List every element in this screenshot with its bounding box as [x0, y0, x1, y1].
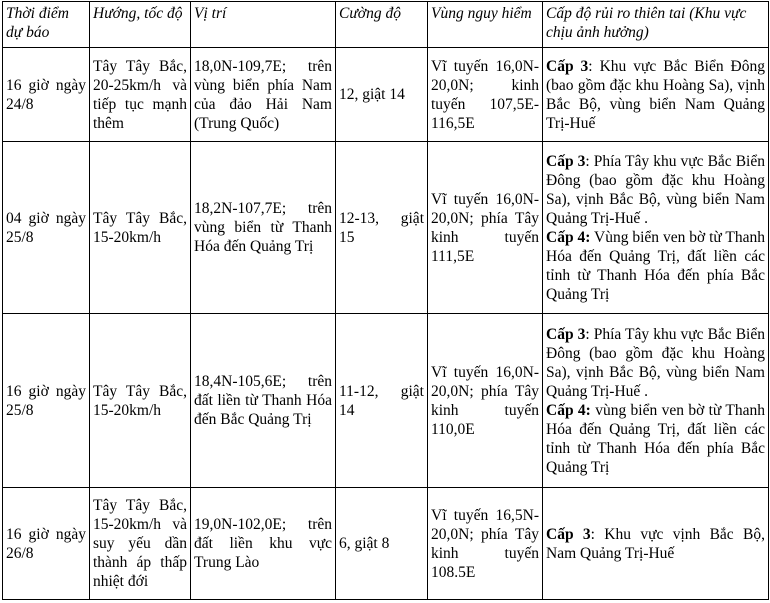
risk-text: vùng biển ven bờ từ Thanh Hóa đến Quảng Trị, đất liền các tỉnh từ Thanh Hóa đến phía Bắc Quảng Trị: [546, 401, 765, 476]
cell-danger-zone: Vĩ tuyến 16,5N-20,0N; phía Tây kinh tuyến 108.5E: [428, 488, 543, 600]
cell-time: 16 giờ ngày 26/8: [3, 488, 90, 600]
cell-time: 04 giờ ngày 25/8: [3, 142, 90, 314]
cell-position: 18,2N-107,7E; trên vùng biển từ Thanh Hóa đến Quảng Trị: [191, 142, 336, 314]
cell-direction: Tây Tây Bắc, 15-20km/h và suy yếu dần thành áp thấp nhiệt đới: [90, 488, 191, 600]
risk-text: : Khu vực Bắc Biển Đông (bao gồm đặc khu Hoàng Sa), vịnh Bắc Bộ, vùng biển Nam Quảng Trị-Huế: [546, 57, 765, 132]
cell-risk: [543, 488, 769, 600]
cell-danger-zone: Vĩ tuyến 16,0N-20,0N; phía Tây kinh tuyến 110,0E: [428, 314, 543, 488]
cell-intensity: 6, giật 8: [336, 488, 428, 600]
risk-level: Cấp 3: [546, 152, 586, 170]
cell-intensity: 12, giật 14: [336, 48, 428, 142]
risk-entry: [546, 152, 765, 228]
header-row: [3, 2, 769, 48]
cell-intensity: 12-13, giật 15: [336, 142, 428, 314]
cell-risk: [543, 314, 769, 488]
table-row: [3, 314, 769, 488]
header-time: Thời điểm dự báo: [3, 2, 90, 48]
table-row: [3, 142, 769, 314]
risk-text: : Khu vực vịnh Bắc Bộ, Nam Quảng Trị-Huế: [546, 525, 765, 562]
cell-direction: Tây Tây Bắc, 15-20km/h: [90, 142, 191, 314]
risk-level: Cấp 3: [546, 525, 591, 543]
cell-position: 18,0N-109,7E; trên vùng biển phía Nam của đảo Hải Nam (Trung Quốc): [191, 48, 336, 142]
risk-entry: [546, 325, 765, 401]
header-direction: Hướng, tốc độ: [90, 2, 191, 48]
risk-level: Cấp 4:: [546, 228, 591, 246]
risk-text: : Phía Tây khu vực Bắc Biển Đông (bao gồm đặc khu Hoàng Sa), vịnh Bắc Bộ, vùng biển Nam Quảng Trị-Huế .: [546, 325, 765, 400]
cell-direction: Tây Tây Bắc, 15-20km/h: [90, 314, 191, 488]
header-danger-zone: Vùng nguy hiểm: [428, 2, 543, 48]
cell-risk: [543, 142, 769, 314]
cell-intensity: 11-12, giật 14: [336, 314, 428, 488]
cell-direction: Tây Tây Bắc, 20-25km/h và tiếp tục mạnh thêm: [90, 48, 191, 142]
cell-position: 19,0N-102,0E; trên đất liền khu vực Trung Lào: [191, 488, 336, 600]
risk-level: Cấp 4:: [546, 401, 591, 419]
risk-text: : Phía Tây khu vực Bắc Biển Đông (bao gồm đặc khu Hoàng Sa), vịnh Bắc Bộ, vùng biển Nam Quảng Trị-Huế .: [546, 152, 765, 227]
cell-time: 16 giờ ngày 25/8: [3, 314, 90, 488]
risk-level: Cấp 3: [546, 57, 589, 75]
header-intensity: Cường độ: [336, 2, 428, 48]
table-row: [3, 48, 769, 142]
forecast-table: [2, 1, 769, 600]
cell-time: 16 giờ ngày 24/8: [3, 48, 90, 142]
risk-entry: [546, 228, 765, 304]
table-row: [3, 488, 769, 600]
cell-danger-zone: Vĩ tuyến 16,0N-20,0N; kinh tuyến 107,5E-116,5E: [428, 48, 543, 142]
risk-level: Cấp 3: [546, 325, 586, 343]
cell-danger-zone: Vĩ tuyến 16,0N-20,0N; phía Tây kinh tuyến 111,5E: [428, 142, 543, 314]
header-position: Vị trí: [191, 2, 336, 48]
risk-text: Vùng biển ven bờ từ Thanh Hóa đến Quảng Trị, đất liền các tỉnh từ Thanh Hóa đến phía Bắc Quảng Trị: [546, 228, 766, 303]
cell-position: 18,4N-105,6E; trên đất liền từ Thanh Hóa đến Bắc Quảng Trị: [191, 314, 336, 488]
risk-entry: [546, 401, 765, 477]
cell-risk: [543, 48, 769, 142]
header-risk: Cấp độ rủi ro thiên tai (Khu vực chịu ảnh hưởng): [543, 2, 769, 48]
